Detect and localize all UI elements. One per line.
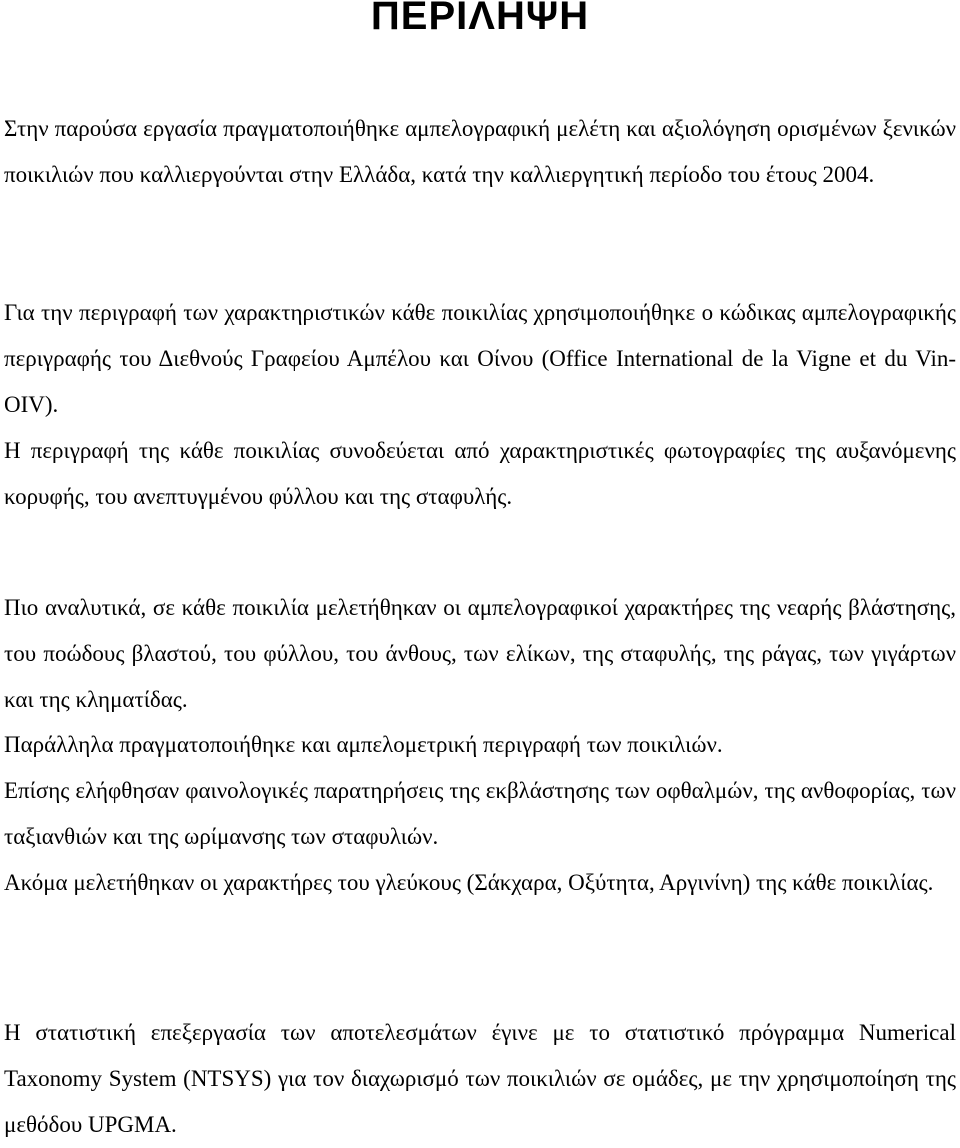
page-title: ΠΕΡΙΛΗΨΗ <box>370 0 590 38</box>
paragraph-intro: Στην παρούσα εργασία πραγματοποιήθηκε αμπελογραφική μελέτη και αξιολόγηση ορισμένων ξενικών ποικιλιών που καλλιεργούνται στην Ελλάδα, κατά την καλλιεργητική περίοδο του έτους 2004. <box>4 116 956 187</box>
paragraph-oiv-code: Για την περιγραφή των χαρακτηριστικών κάθε ποικιλίας χρησιμοποιήθηκε ο κώδικας αμπελογραφικής περιγραφής του Διεθνούς Γραφείου Αμπέλου και Οίνου (Office International de la Vigne et du Vin- OIV). <box>4 300 956 417</box>
paragraph-characters: Πιο αναλυτικά, σε κάθε ποικιλία μελετήθηκαν οι αμπελογραφικοί χαρακτήρες της νεαρής βλάστησης, του ποώδους βλαστού, του φύλλου, του άνθους, των ελίκων, της σταφυλής, της ράγας, των γιγάρτων και της κληματίδας. <box>4 595 956 712</box>
paragraph-must: Ακόμα μελετήθηκαν οι χαρακτήρες του γλεύκους (Σάκχαρα, Οξύτητα, Αργινίνη) της κάθε ποικιλίας. <box>4 870 934 895</box>
paragraph-ampelometric: Παράλληλα πραγματοποιήθηκε και αμπελομετρική περιγραφή των ποικιλιών. <box>4 732 723 757</box>
paragraph-phenology: Επίσης ελήφθησαν φαινολογικές παρατηρήσεις της εκβλάστησης των οφθαλμών, της ανθοφορίας, των ταξιανθιών και της ωρίμανσης των σταφυλιών. <box>4 778 956 849</box>
paragraph-photographs: Η περιγραφή της κάθε ποικιλίας συνοδεύεται από χαρακτηριστικές φωτογραφίες της αυξανόμενης κορυφής, του ανεπτυγμένου φύλλου και της σταφυλής. <box>4 438 956 509</box>
paragraph-statistics: Η στατιστική επεξεργασία των αποτελεσμάτων έγινε με το στατιστικό πρόγραμμα Numerical Taxonomy System (NTSYS) για τον διαχωρισμό των ποικιλιών σε ομάδες, με την χρησιμοποίηση της μεθόδου UPGMA. <box>4 1020 956 1137</box>
